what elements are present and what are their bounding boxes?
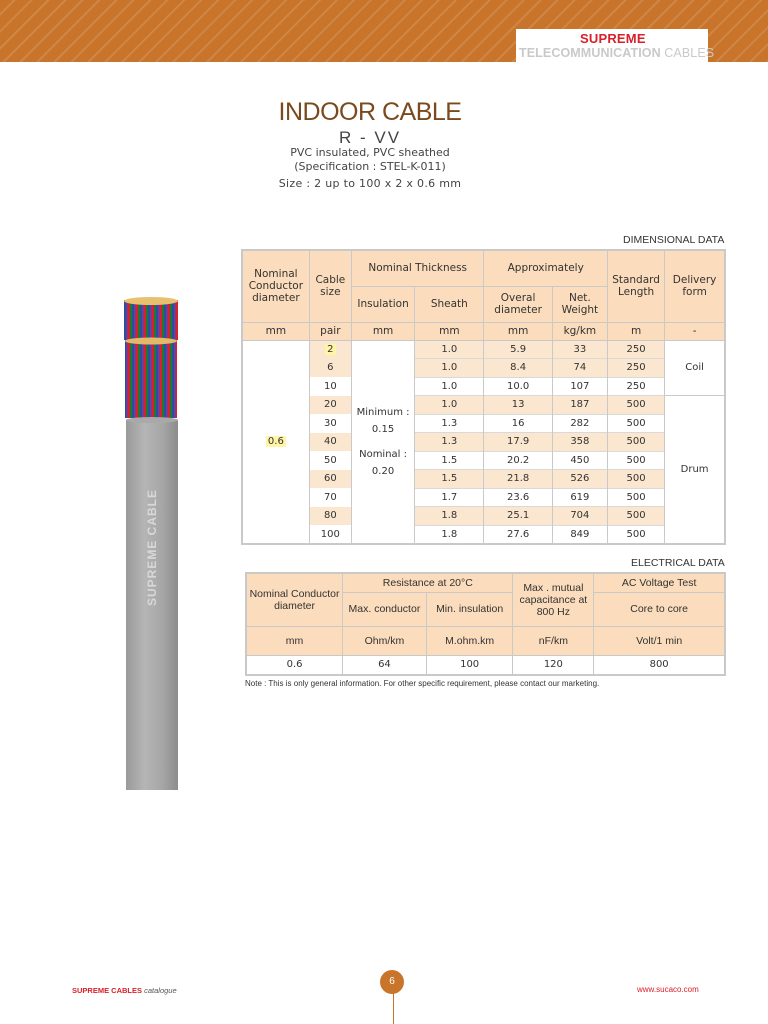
- electrical-data-title: ELECTRICAL DATA: [631, 557, 725, 569]
- table-row: [242, 433, 725, 452]
- col-approximately: Approximately: [484, 250, 608, 286]
- table-row: [242, 396, 725, 415]
- ele-col-core-to-core: Core to core: [594, 592, 725, 626]
- diameter-cell: 20.2: [484, 451, 552, 470]
- pair-cell: 20: [309, 396, 351, 415]
- ele-col-resistance: Resistance at 20°C: [343, 573, 513, 592]
- weight-cell: 849: [552, 525, 607, 544]
- weight-cell: 358: [552, 433, 607, 452]
- diameter-cell: 13: [484, 396, 552, 415]
- insulation-insulation-min-value: 0.15: [371, 423, 395, 435]
- length-cell: 250: [607, 340, 664, 359]
- pair-cell: 80: [309, 507, 351, 526]
- sheath-cell: 1.0: [415, 377, 484, 396]
- length-cell: 500: [607, 525, 664, 544]
- col-overal-diameter: Overal diameter: [484, 286, 552, 322]
- sheath-cell: 1.5: [415, 451, 484, 470]
- pair-cell: 60: [309, 470, 351, 489]
- table-row: [242, 525, 725, 544]
- diameter-cell: 27.6: [484, 525, 552, 544]
- weight-cell: 74: [552, 359, 607, 378]
- page-title: INDOOR CABLE: [278, 98, 462, 126]
- length-cell: 500: [607, 451, 664, 470]
- length-cell: 500: [607, 396, 664, 415]
- electrical-data-table: [245, 572, 726, 676]
- ele-col-min-insulation: Min. insulation: [426, 592, 513, 626]
- length-cell: 500: [607, 433, 664, 452]
- sheath-cell: 1.0: [415, 340, 484, 359]
- weight-cell: 704: [552, 507, 607, 526]
- sheath-cell: 1.8: [415, 507, 484, 526]
- units-row: [242, 322, 725, 340]
- unit-cell: Volt/1 min: [594, 626, 725, 655]
- table-row: [242, 507, 725, 526]
- page-divider-line: [393, 993, 394, 1024]
- pair-cell: 2: [309, 340, 351, 359]
- product-code: R - VV: [338, 128, 402, 147]
- unit-cell: mm: [351, 322, 414, 340]
- conductor-diameter-value: 0.6: [267, 436, 284, 448]
- length-cell: 500: [607, 414, 664, 433]
- diameter-cell: 23.6: [484, 488, 552, 507]
- ele-col-ac-test: AC Voltage Test: [594, 573, 725, 592]
- col-net-weight: Net. Weight: [552, 286, 607, 322]
- col-nominal-thickness: Nominal Thickness: [351, 250, 484, 286]
- length-cell: 250: [607, 359, 664, 378]
- weight-cell: 187: [552, 396, 607, 415]
- sheath-cell: 1.3: [415, 414, 484, 433]
- sheath-cell: 1.5: [415, 470, 484, 489]
- cable-print-text: SUPREME CABLE: [145, 488, 159, 606]
- diameter-cell: 10.0: [484, 377, 552, 396]
- delivery-coil-cell: Coil: [665, 340, 725, 396]
- col-standard-length: Standard Length: [607, 250, 664, 322]
- pair-cell: 50: [309, 451, 351, 470]
- note-text: Note : This is only general information. For other specific requirement, please contact our marketing.: [245, 679, 600, 688]
- sheath-cell: 1.3: [415, 433, 484, 452]
- value-cell: 120: [513, 655, 594, 675]
- product-size: Size : 2 up to 100 x 2 x 0.6 mm: [278, 177, 462, 190]
- col-cable-size: Cable size: [309, 250, 351, 322]
- value-cell: 64: [343, 655, 427, 675]
- unit-cell: m: [607, 322, 664, 340]
- table-row: [242, 414, 725, 433]
- ele-col-nominal-conductor: Nominal Conductor diameter: [246, 573, 343, 626]
- pair-cell: 100: [309, 525, 351, 544]
- length-cell: 500: [607, 507, 664, 526]
- ele-values-row: [246, 655, 725, 675]
- value-cell: 800: [594, 655, 725, 675]
- ele-col-capacitance: Max . mutual capacitance at 800 Hz: [513, 573, 594, 626]
- pair-cell: 10: [309, 377, 351, 396]
- unit-cell: nF/km: [513, 626, 594, 655]
- insulation-cell: [351, 340, 414, 544]
- product-specification: (Specification : STEL-K-011): [294, 160, 446, 173]
- diameter-cell: 17.9: [484, 433, 552, 452]
- sheath-cell: 1.0: [415, 396, 484, 415]
- pair-cell: 30: [309, 414, 351, 433]
- ele-col-max-conductor: Max. conductor: [343, 592, 427, 626]
- diameter-cell: 8.4: [484, 359, 552, 378]
- unit-cell: M.ohm.km: [426, 626, 513, 655]
- conductor-diameter-cell: [242, 340, 309, 544]
- brand-line2: TELECOMMUNICATION CABLES: [519, 46, 715, 60]
- diameter-cell: 21.8: [484, 470, 552, 489]
- product-description: PVC insulated, PVC sheathed: [290, 146, 450, 159]
- length-cell: 250: [607, 377, 664, 396]
- pair-cell: 40: [309, 433, 351, 452]
- unit-cell: Ohm/km: [343, 626, 427, 655]
- pair-cell: 70: [309, 488, 351, 507]
- website-link[interactable]: www.sucaco.com: [637, 985, 699, 994]
- col-sheath: Sheath: [415, 286, 484, 322]
- unit-cell: mm: [484, 322, 552, 340]
- length-cell: 500: [607, 470, 664, 489]
- unit-cell: -: [665, 322, 725, 340]
- unit-cell: pair: [309, 322, 351, 340]
- unit-cell: mm: [242, 322, 309, 340]
- table-row: [242, 377, 725, 396]
- sheath-cell: 1.7: [415, 488, 484, 507]
- weight-cell: 526: [552, 470, 607, 489]
- weight-cell: 107: [552, 377, 607, 396]
- brand-line1: SUPREME: [580, 31, 646, 46]
- cable-image: [120, 296, 190, 796]
- sheath-cell: 1.8: [415, 525, 484, 544]
- diameter-cell: 16: [484, 414, 552, 433]
- unit-cell: mm: [415, 322, 484, 340]
- unit-cell: mm: [246, 626, 343, 655]
- insulation-insulation-nom-value: 0.20: [371, 465, 395, 477]
- table-row: [242, 359, 725, 378]
- table-row: [242, 488, 725, 507]
- weight-cell: 619: [552, 488, 607, 507]
- length-cell: 500: [607, 488, 664, 507]
- table-row: [242, 470, 725, 489]
- weight-cell: 450: [552, 451, 607, 470]
- brand-logo-box: [516, 29, 715, 62]
- diameter-cell: 5.9: [484, 340, 552, 359]
- insulation-insulation-min-label: Minimum :: [356, 406, 410, 418]
- dimensional-data-title: DIMENSIONAL DATA: [623, 234, 725, 246]
- diameter-cell: 25.1: [484, 507, 552, 526]
- col-delivery-form: Delivery form: [665, 250, 725, 322]
- table-row: [242, 451, 725, 470]
- weight-cell: 33: [552, 340, 607, 359]
- sheath-cell: 1.0: [415, 359, 484, 378]
- value-cell: 100: [426, 655, 513, 675]
- weight-cell: 282: [552, 414, 607, 433]
- page-number: 6: [380, 970, 404, 994]
- unit-cell: kg/km: [552, 322, 607, 340]
- pair-cell: 6: [309, 359, 351, 378]
- ele-units-row: [246, 626, 725, 655]
- table-row: [242, 340, 725, 359]
- footer-catalogue: SUPREME CABLES catalogue: [72, 986, 177, 995]
- col-nominal-conductor: Nominal Conductor diameter: [242, 250, 309, 322]
- delivery-drum-cell: Drum: [665, 396, 725, 545]
- col-insulation: Insulation: [351, 286, 414, 322]
- dimensional-data-table: [241, 249, 726, 545]
- value-cell: 0.6: [246, 655, 343, 675]
- insulation-insulation-nom-label: Nominal :: [359, 448, 408, 460]
